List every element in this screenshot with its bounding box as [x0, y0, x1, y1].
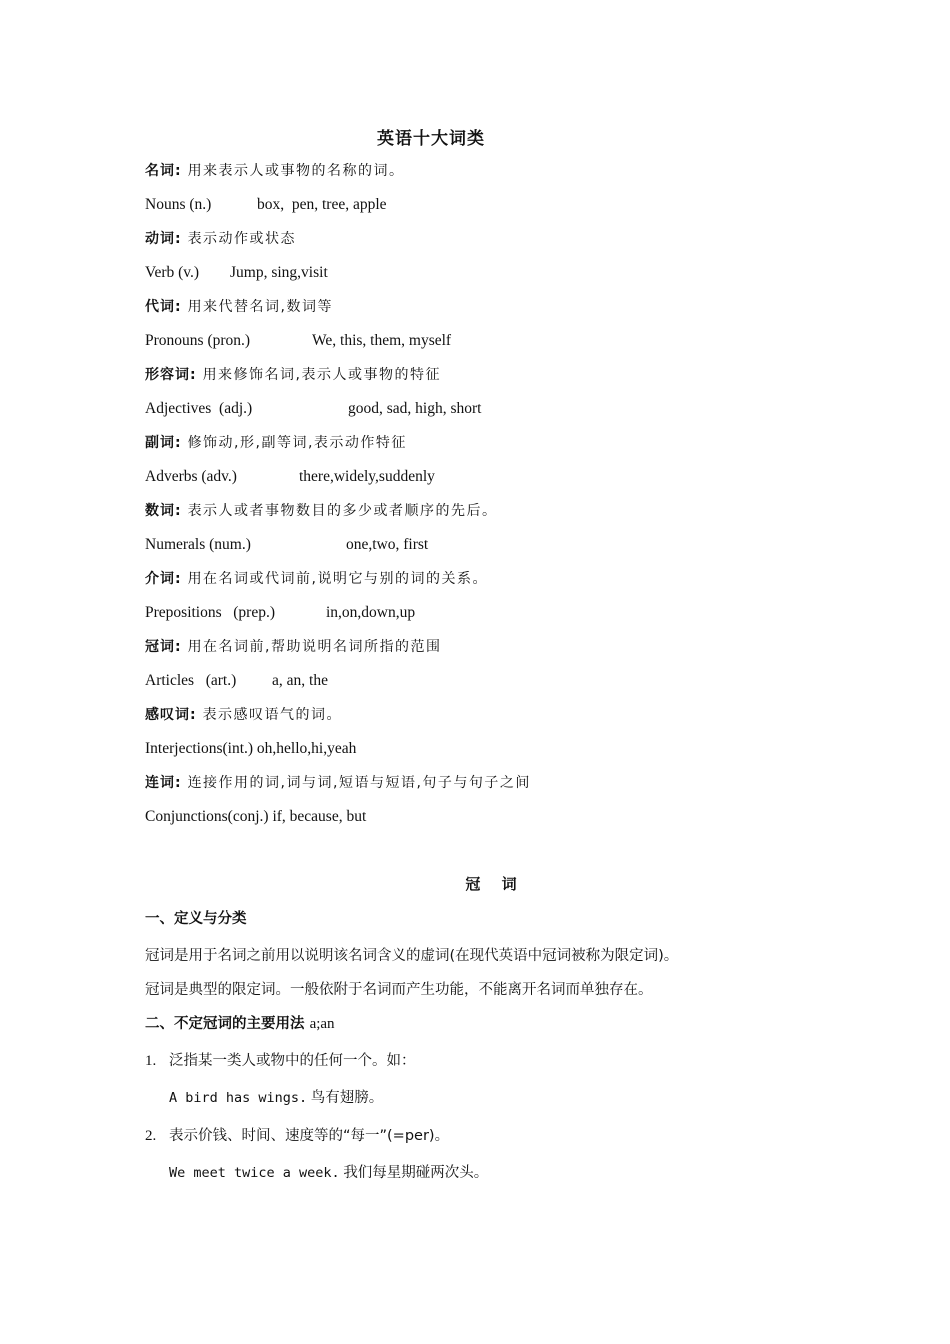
list-item: [145, 1125, 449, 1147]
word-class-english: [145, 534, 745, 556]
definition-text: 表示感叹语气的词。: [202, 707, 343, 723]
examples: We, this, them, myself: [312, 332, 452, 349]
word-class-english: [145, 806, 745, 828]
word-class-definition: [145, 772, 531, 794]
word-class-definition: [145, 432, 407, 454]
section-heading: [145, 1013, 335, 1035]
term-verb: 动词:: [145, 231, 182, 247]
document-title: 英语十大词类: [377, 129, 485, 148]
english-term: Articles (art.): [145, 672, 237, 689]
example-english: A bird has wings.: [169, 1090, 308, 1106]
heading-text: 二、不定冠词的主要用法: [145, 1016, 305, 1032]
word-class-definition: [145, 364, 441, 386]
example-chinese: 我们每星期碰两次头。: [343, 1165, 489, 1181]
example-chinese: 鸟有翅膀。: [310, 1090, 384, 1106]
heading-tail: a;an: [309, 1016, 335, 1032]
word-class-english: [145, 330, 745, 352]
examples: good, sad, high, short: [348, 400, 482, 417]
word-class-english: [145, 738, 745, 760]
term-preposition: 介词:: [145, 571, 182, 587]
word-class-english: [145, 262, 745, 284]
word-class-definition: [145, 704, 342, 726]
word-class-english: [145, 602, 745, 624]
english-term: Pronouns (pron.): [145, 332, 251, 349]
examples: in,on,down,up: [326, 604, 416, 621]
examples: a, an, the: [272, 672, 328, 689]
english-term: Conjunctions(conj.): [145, 808, 269, 825]
english-term: Interjections(int.): [145, 740, 254, 757]
definition-text: 连接作用的词,词与词,短语与短语,句子与句子之间: [187, 775, 531, 791]
word-class-english: [145, 398, 745, 420]
example-english: We meet twice a week.: [169, 1165, 340, 1181]
english-term: Adverbs (adv.): [145, 468, 237, 485]
term-article: 冠词:: [145, 639, 182, 655]
examples: Jump, sing,visit: [230, 264, 328, 281]
term-noun: 名词:: [145, 163, 182, 179]
paragraph: 冠词是用于名词之前用以说明该名词含义的虚词(在现代英语中冠词被称为限定词)。: [145, 948, 679, 964]
word-class-definition: [145, 500, 498, 522]
list-text: 泛指某一类人或物中的任何一个。如：: [169, 1053, 416, 1069]
section-heading: 一、定义与分类: [145, 911, 247, 927]
examples: oh,hello,hi,yeah: [256, 740, 357, 757]
english-term: Numerals (num.): [145, 536, 251, 553]
term-adverb: 副词:: [145, 435, 182, 451]
examples: box, pen, tree, apple: [257, 196, 387, 213]
definition-text: 表示动作或状态: [187, 231, 297, 247]
term-interjection: 感叹词:: [145, 707, 197, 723]
list-number: 1.: [145, 1053, 157, 1069]
example-sentence: [169, 1087, 383, 1109]
list-text: 表示价钱、时间、速度等的“每一”(=per)。: [169, 1128, 450, 1144]
definition-text: 用来表示人或事物的名称的词。: [187, 163, 405, 179]
english-term: Verb (v.): [145, 264, 200, 281]
english-term: Adjectives (adj.): [145, 400, 253, 417]
word-class-english: [145, 194, 745, 216]
word-class-english: [145, 670, 745, 692]
definition-text: 修饰动,形,副等词,表示动作特征: [187, 435, 407, 451]
term-adjective: 形容词:: [145, 367, 197, 383]
word-class-definition: [145, 296, 333, 318]
english-term: Prepositions (prep.): [145, 604, 276, 621]
definition-text: 用来代替名词,数词等: [187, 299, 334, 315]
definition-text: 用来修饰名词,表示人或事物的特征: [202, 367, 442, 383]
definition-text: 用在名词或代词前,说明它与别的词的关系。: [187, 571, 489, 587]
section-title: 冠 词: [465, 875, 525, 893]
word-class-definition: [145, 636, 442, 658]
term-pronoun: 代词:: [145, 299, 182, 315]
word-class-definition: [145, 160, 405, 182]
examples: there,widely,suddenly: [299, 468, 435, 485]
list-item: [145, 1050, 416, 1072]
word-class-english: [145, 466, 745, 488]
example-sentence: [169, 1162, 488, 1184]
english-term: Nouns (n.): [145, 196, 212, 213]
list-number: 2.: [145, 1128, 157, 1144]
paragraph: 冠词是典型的限定词。一般依附于名词而产生功能，不能离开名词而单独存在。: [145, 982, 653, 998]
definition-text: 表示人或者事物数目的多少或者顺序的先后。: [187, 503, 498, 519]
term-conjunction: 连词:: [145, 775, 182, 791]
definition-text: 用在名词前,帮助说明名词所指的范围: [187, 639, 442, 655]
word-class-definition: [145, 228, 296, 250]
term-numeral: 数词:: [145, 503, 182, 519]
examples: one,two, first: [346, 536, 429, 553]
examples: if, because, but: [272, 808, 367, 825]
word-class-definition: [145, 568, 488, 590]
